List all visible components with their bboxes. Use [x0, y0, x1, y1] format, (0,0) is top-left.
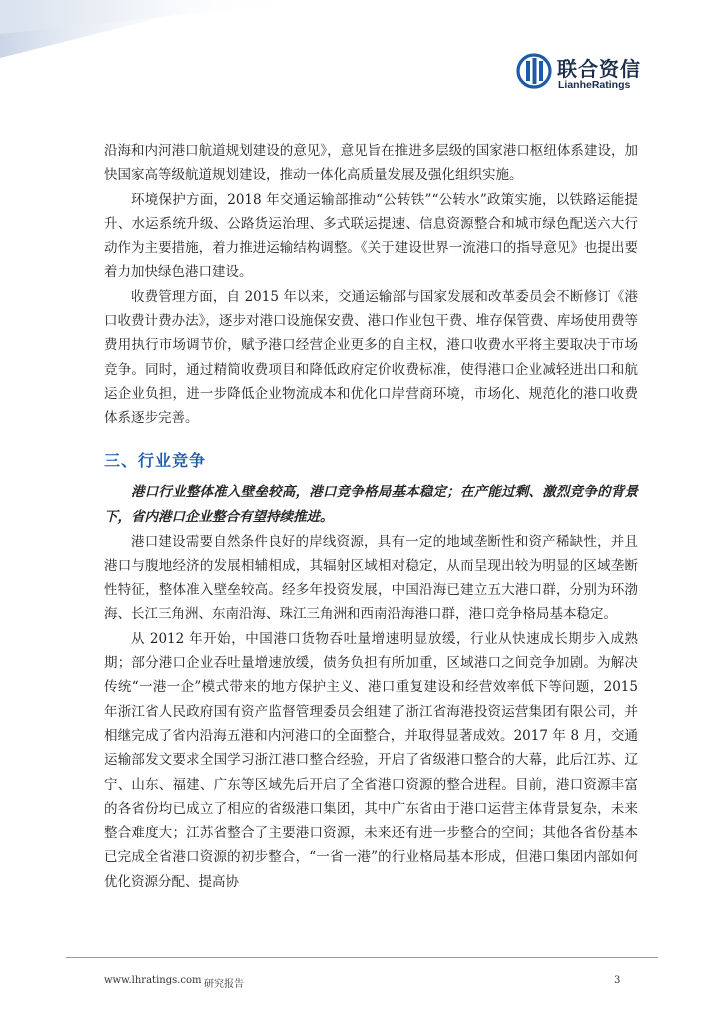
paragraph-port-integration: 从 2012 年开始，中国港口货物吞吐量增速明显放缓，行业从快速成长期步入成熟期；部分港口企业吞吐量增速放缓，债务负担有所加重，区域港口之间竞争加剧。为解决传统“一港一企”模式带来的地方保护主义、港口重复建设和经营效率低下等问题，2015 年浙江省人民政府国有资产监督管理委员会组建了浙江省海港投资运营集团有限公司，并相继完成了省内沿海五港和内河港口的全面整合，并取得显著成效。2017 年 8 月，交通运输部发文要求全国学习浙江港口整合经验，开启了省级港口整合的大幕，此后江苏、辽宁、山东、福建、广东等区域先后开启了全省港口资源的整合进程。目前，港口资源丰富的各省份均已成立了相应的省级港口集团，其中广东省由于港口运营主体背景复杂，未来整合难度大；江苏省整合了主要港口资源，未来还有进一步整合的空间；其他各省份基本已完成全省港口资源的初步整合，“一省一港”的行业格局基本形成，但港口集团内部如何优化资源分配、提高协	[104, 630, 638, 890]
paragraph-entry-barriers: 港口建设需要自然条件良好的岸线资源，具有一定的地域垄断性和资产稀缺性，并且港口与腹地经济的发展相辅相成，其辐射区域相对稳定，从而呈现出较为明显的区域垄断性特征，整体准入壁垒较高。经多年投资发展，中国沿海已建立五大港口群，分别为环渤海、长江三角洲、东南沿海、珠江三角洲和西南沿海港口群，港口竞争格局基本稳定。	[104, 533, 638, 623]
section-summary: 港口行业整体准入壁垒较高，港口竞争格局基本稳定；在产能过剩、激烈竞争的背景下，省内港口企业整合有望持续推进。	[104, 483, 638, 525]
header-corner-decoration	[0, 0, 330, 80]
logo-chinese-name: 联合资信	[557, 57, 641, 81]
section-heading-industry-competition: 三、行业竞争	[104, 450, 207, 470]
document-body	[104, 139, 638, 894]
footer-report-type: 研究报告	[204, 979, 244, 990]
paragraph-continued: 沿海和内河港口航道规划建设的意见》，意见旨在推进多层级的国家港口枢纽体系建设，加快国家高等级航道规划建设，推动一体化高质量发展及强化组织实施。	[104, 143, 638, 184]
page-number: 3	[614, 975, 621, 986]
footer-divider	[66, 957, 658, 958]
footer-website-link[interactable]: www.lhratings.com	[104, 975, 202, 986]
logo-english-name: LianheRatings	[558, 79, 631, 91]
company-logo	[516, 52, 646, 96]
lianhe-logo-icon	[516, 53, 552, 89]
paragraph-environmental-protection: 环境保护方面，2018 年交通运输部推动“公转铁”“公转水”政策实施，以铁路运能提升、水运系统升级、公路货运治理、多式联运提速、信息资源整合和城市绿色配送六大行动作为主要措施，着力推进运输结构调整。《关于建设世界一流港口的指导意见》也提出要着力加快绿色港口建设。	[104, 191, 638, 281]
paragraph-fee-management: 收费管理方面，自 2015 年以来，交通运输部与国家发展和改革委员会不断修订《港口收费计费办法》，逐步对港口设施保安费、港口作业包干费、堆存保管费、库场使用费等费用执行市场调节价，赋予港口经营企业更多的自主权，港口收费水平将主要取决于市场竞争。同时，通过精简收费项目和降低政府定价收费标准，使得港口企业减轻进出口和航运企业负担，进一步降低企业物流成本和优化口岸营商环境，市场化、规范化的港口收费体系逐步完善。	[104, 288, 638, 427]
